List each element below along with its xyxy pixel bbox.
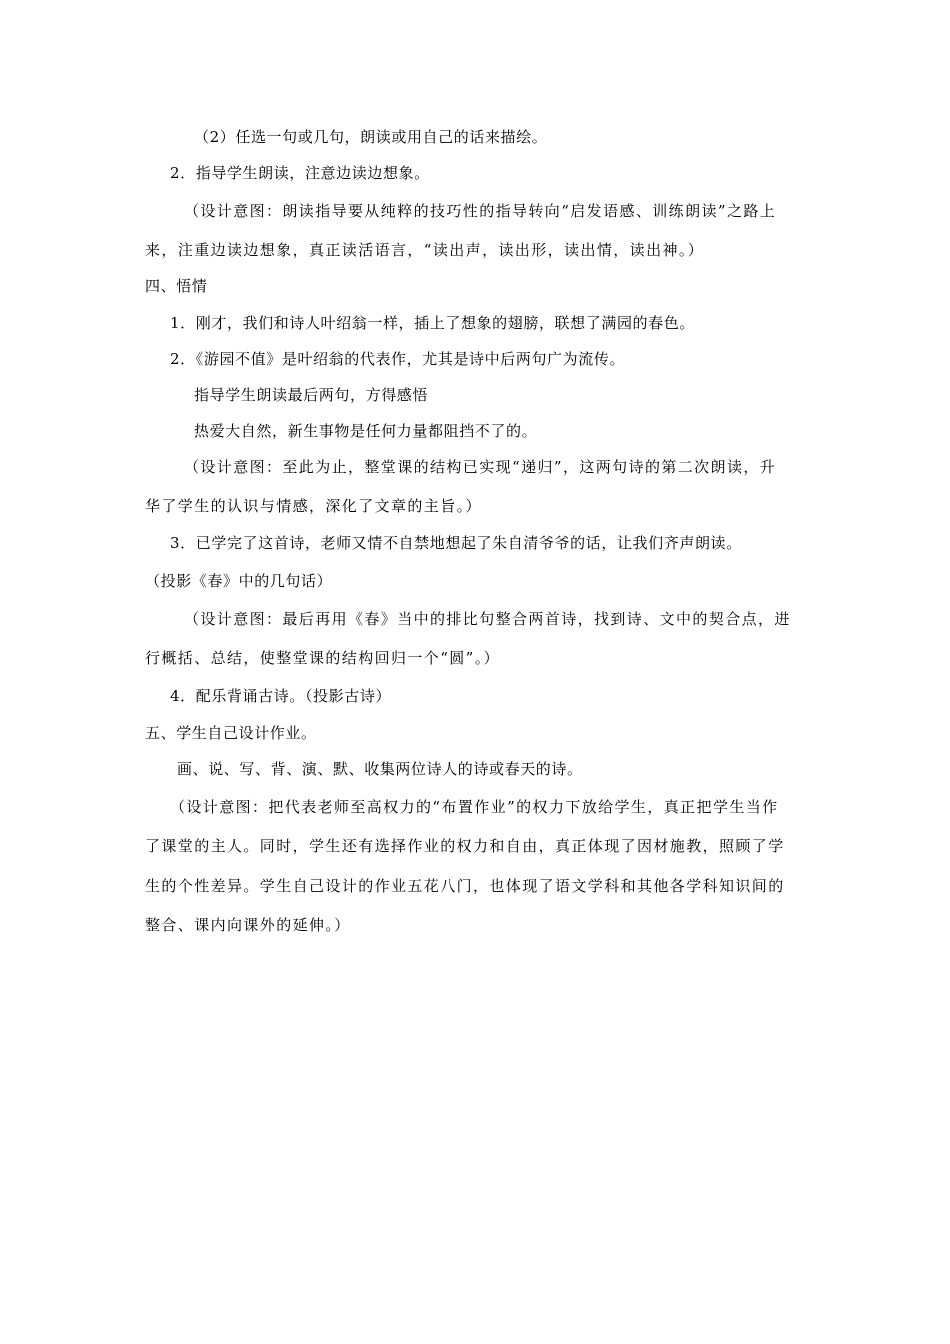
paragraph-line: 了课堂的主人。同时，学生还有选择作业的权力和自由，真正体现了因材施教，照顾了学 — [145, 837, 785, 855]
section-heading: 五、学生自己设计作业。 — [145, 724, 317, 742]
paragraph-line: 画、说、写、背、演、默、收集两位诗人的诗或春天的诗。 — [177, 760, 583, 778]
paragraph-line: 2．《游园不值》是叶绍翁的代表作，尤其是诗中后两句广为流传。 — [170, 350, 626, 368]
paragraph-line: 2．指导学生朗读，注意边读边想象。 — [170, 164, 430, 182]
paragraph-line: （设计意图：至此为止，整堂课的结构已实现“递归”，这两句诗的第二次朗读，升 — [184, 458, 777, 476]
paragraph-line: （设计意图：朗读指导要从纯粹的技巧性的指导转向“启发语感、训练朗读”之路上 — [184, 202, 777, 220]
paragraph-line: 热爱大自然，新生事物是任何力量都阻挡不了的。 — [194, 422, 538, 440]
paragraph-line: （投影《春》中的几句话） — [145, 572, 333, 590]
paragraph-line: 华了学生的认识与情感，深化了文章的主旨。） — [145, 497, 482, 515]
paragraph-line: （设计意图：把代表老师至高权力的“布置作业”的权力下放给学生，真正把学生当作 — [170, 798, 779, 816]
paragraph-line: 整合、课内向课外的延伸。） — [145, 916, 351, 934]
paragraph-line: 指导学生朗读最后两句，方得感悟 — [194, 386, 429, 404]
paragraph-line: 行概括、总结，使整堂课的结构回归一个“圆”。） — [145, 649, 501, 667]
paragraph-line: （设计意图：最后再用《春》当中的排比句整合两首诗，找到诗、文中的契合点，进 — [184, 610, 791, 628]
paragraph-line: （2）任选一句或几句，朗读或用自己的话来描绘。 — [194, 128, 548, 146]
paragraph-line: 4．配乐背诵古诗。（投影古诗） — [170, 687, 392, 705]
section-heading: 四、悟情 — [145, 277, 208, 295]
paragraph-line: 3．已学完了这首诗，老师又情不自禁地想起了朱自清爷爷的话，让我们齐声朗读。 — [170, 534, 742, 552]
paragraph-line: 1．刚才，我们和诗人叶绍翁一样，插上了想象的翅膀，联想了满园的春色。 — [170, 314, 695, 332]
paragraph-line: 生的个性差异。学生自己设计的作业五花八门，也体现了语文学科和其他各学科知识间的 — [145, 877, 785, 895]
paragraph-line: 来，注重边读边想象，真正读活语言，“读出声，读出形，读出情，读出神。） — [145, 241, 705, 259]
